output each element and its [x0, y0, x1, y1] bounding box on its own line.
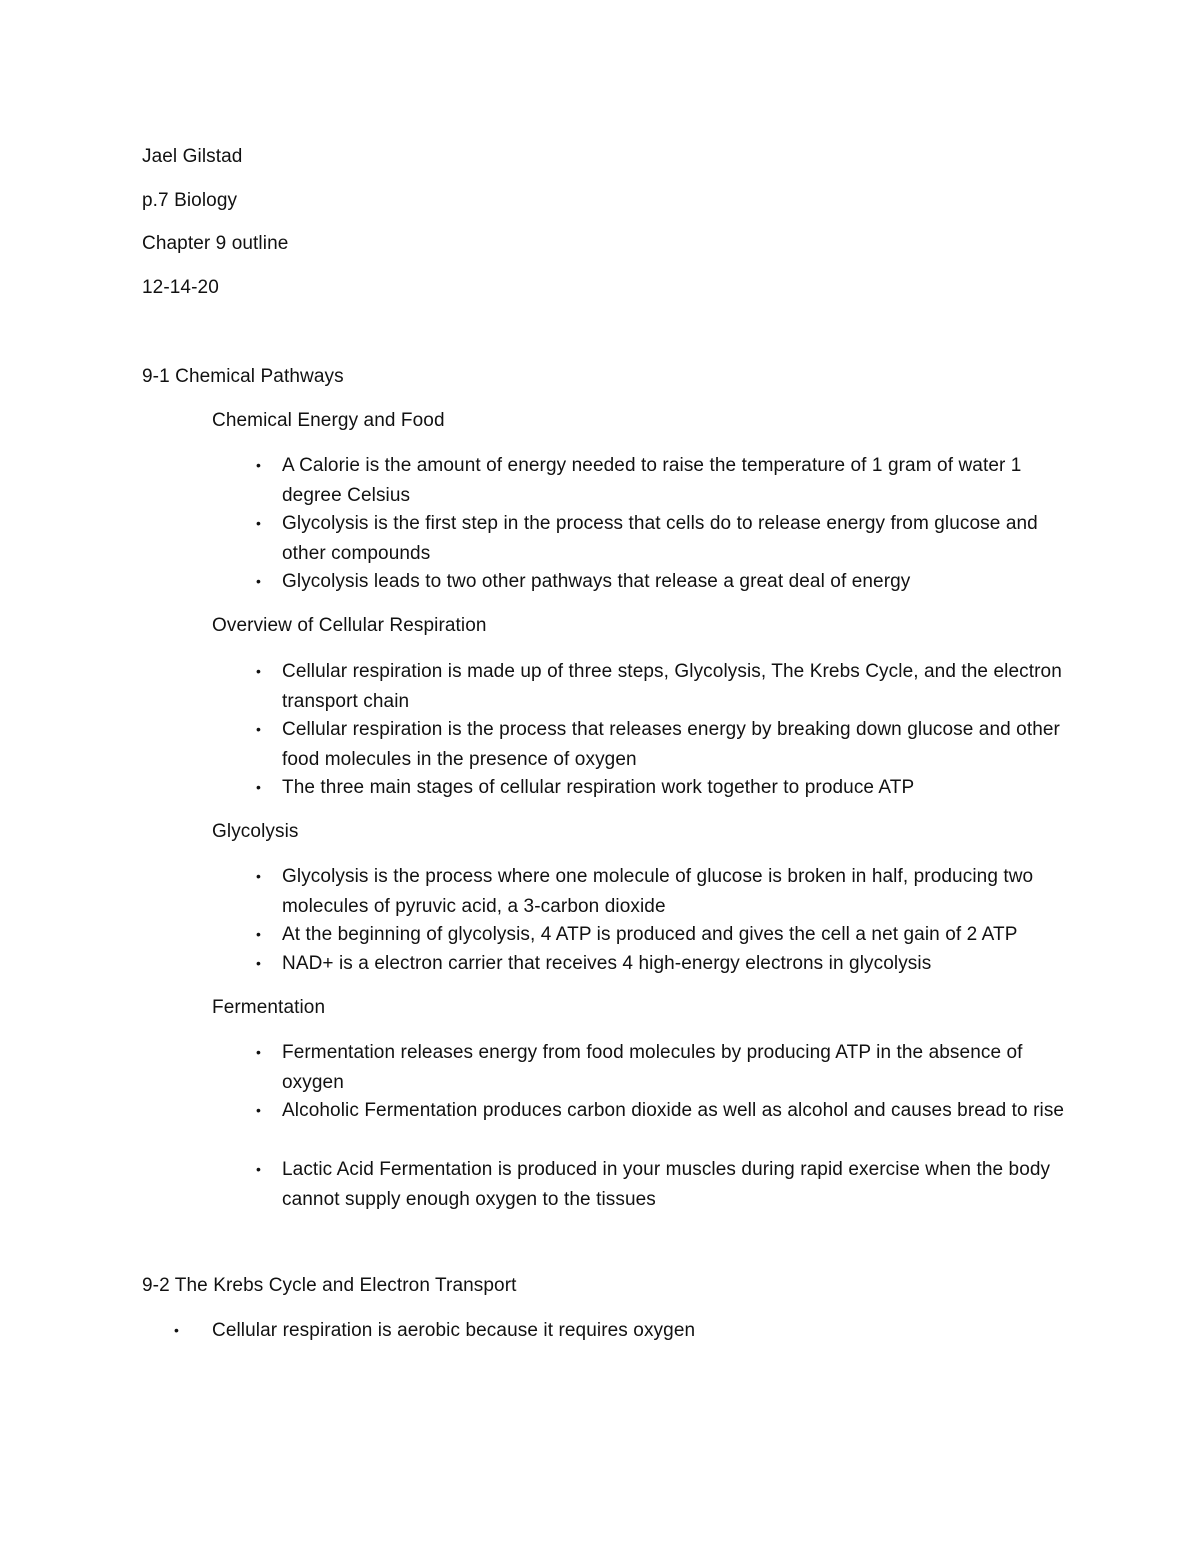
list-item: At the beginning of glycolysis, 4 ATP is produced and gives the cell a net gain of 2 ATP: [282, 924, 1018, 945]
subsection-heading: Fermentation: [212, 997, 326, 1018]
assignment-date: 12-14-20: [142, 277, 219, 298]
list-item: Cellular respiration is the process that releases energy by breaking down glucose and other food molecules in the presence of oxygen: [282, 719, 1060, 770]
bullet-icon: •: [174, 1322, 179, 1338]
section-title-9-1: 9-1 Chemical Pathways: [142, 366, 344, 387]
bullet-icon: •: [256, 1044, 261, 1060]
assignment-title: Chapter 9 outline: [142, 233, 289, 254]
bullet-icon: •: [256, 457, 261, 473]
class-period: p.7 Biology: [142, 190, 238, 211]
list-item: Cellular respiration is made up of three steps, Glycolysis, The Krebs Cycle, and the electron transport chain: [282, 661, 1062, 712]
student-name: Jael Gilstad: [142, 146, 243, 167]
list-item: A Calorie is the amount of energy needed to raise the temperature of 1 gram of water 1 degree Celsius: [282, 455, 1022, 506]
bullet-icon: •: [256, 1102, 261, 1118]
list-item: NAD+ is a electron carrier that receives 4 high-energy electrons in glycolysis: [282, 953, 932, 974]
bullet-icon: •: [256, 721, 261, 737]
bullet-icon: •: [256, 926, 261, 942]
list-item: The three main stages of cellular respiration work together to produce ATP: [282, 777, 915, 798]
bullet-icon: •: [256, 515, 261, 531]
list-item: Alcoholic Fermentation produces carbon dioxide as well as alcohol and causes bread to rise: [282, 1100, 1065, 1121]
bullet-icon: •: [256, 868, 261, 884]
bullet-icon: •: [256, 573, 261, 589]
list-item: Glycolysis leads to two other pathways that release a great deal of energy: [282, 571, 911, 592]
list-item: Glycolysis is the process where one molecule of glucose is broken in half, producing two molecules of pyruvic acid, a 3-carbon dioxide: [282, 866, 1034, 917]
list-item: Fermentation releases energy from food molecules by producing ATP in the absence of oxygen: [282, 1042, 1023, 1093]
subsection-heading: Glycolysis: [212, 821, 299, 842]
list-item: Cellular respiration is aerobic because it requires oxygen: [212, 1320, 696, 1341]
list-item: Lactic Acid Fermentation is produced in your muscles during rapid exercise when the body cannot supply enough oxygen to the tissues: [282, 1159, 1051, 1210]
bullet-icon: •: [256, 663, 261, 679]
bullet-icon: •: [256, 1161, 261, 1177]
subsection-heading: Overview of Cellular Respiration: [212, 615, 487, 636]
bullet-icon: •: [256, 779, 261, 795]
bullet-icon: •: [256, 955, 261, 971]
section-title-9-2: 9-2 The Krebs Cycle and Electron Transport: [142, 1275, 517, 1296]
subsection-heading: Chemical Energy and Food: [212, 410, 445, 431]
list-item: Glycolysis is the first step in the process that cells do to release energy from glucose and other compounds: [282, 513, 1038, 564]
